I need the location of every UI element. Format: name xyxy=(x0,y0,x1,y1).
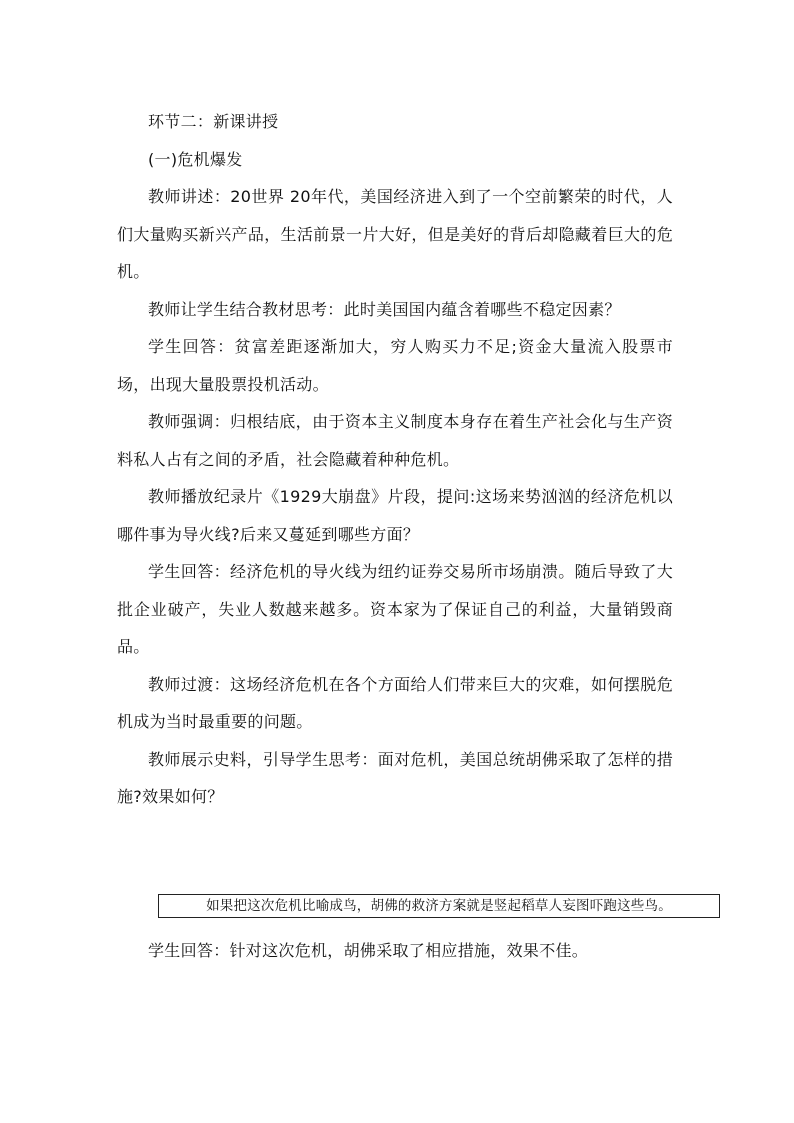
paragraph-teacher-question: 教师让学生结合教材思考：此时美国国内蕴含着哪些不稳定因素？ xyxy=(148,299,621,319)
closing-text xyxy=(117,932,673,970)
paragraph-student-answer: 学生回答：贫富差距逐渐加大，穷人购买力不足;资金大量流入股票市场，出现大量股票投机活动。 xyxy=(117,337,673,394)
paragraph-student-answer-3: 学生回答：针对这次危机，胡佛采取了相应措施，效果不佳。 xyxy=(148,941,589,960)
paragraph-documentary-question: 教师播放纪录片《1929大崩盘》片段，提问:这场来势汹汹的经济危机以哪件事为导火线?后来又蔓延到哪些方面？ xyxy=(117,487,673,544)
paragraph-student-answer-2: 学生回答：经济危机的导火线为纽约证券交易所市场崩溃。随后导致了大批企业破产，失业人数越来越多。资本家为了保证自己的利益，大量销毁商品。 xyxy=(117,562,673,656)
subsection-heading: (一)危机爆发 xyxy=(148,149,243,169)
section-heading: 环节二：新课讲授 xyxy=(148,112,279,131)
paragraph-historical-source: 教师展示史料，引导学生思考：面对危机，美国总统胡佛采取了怎样的措施?效果如何？ xyxy=(117,749,673,806)
lesson-text xyxy=(117,103,673,816)
quote-box: 如果把这次危机比喻成鸟，胡佛的救济方案就是竖起稻草人妄图吓跑这些鸟。 xyxy=(158,894,720,918)
paragraph-teacher-narration: 教师讲述：20世界 20年代，美国经济进入到了一个空前繁荣的时代，人们大量购买新兴产品，生活前景一片大好，但是美好的背后却隐藏着巨大的危机。 xyxy=(117,187,673,281)
paragraph-teacher-transition: 教师过渡：这场经济危机在各个方面给人们带来巨大的灾难，如何摆脱危机成为当时最重要的问题。 xyxy=(117,674,673,731)
paragraph-teacher-emphasis: 教师强调：归根结底，由于资本主义制度本身存在着生产社会化与生产资料私人占有之间的矛盾，社会隐藏着种种危机。 xyxy=(117,412,673,469)
